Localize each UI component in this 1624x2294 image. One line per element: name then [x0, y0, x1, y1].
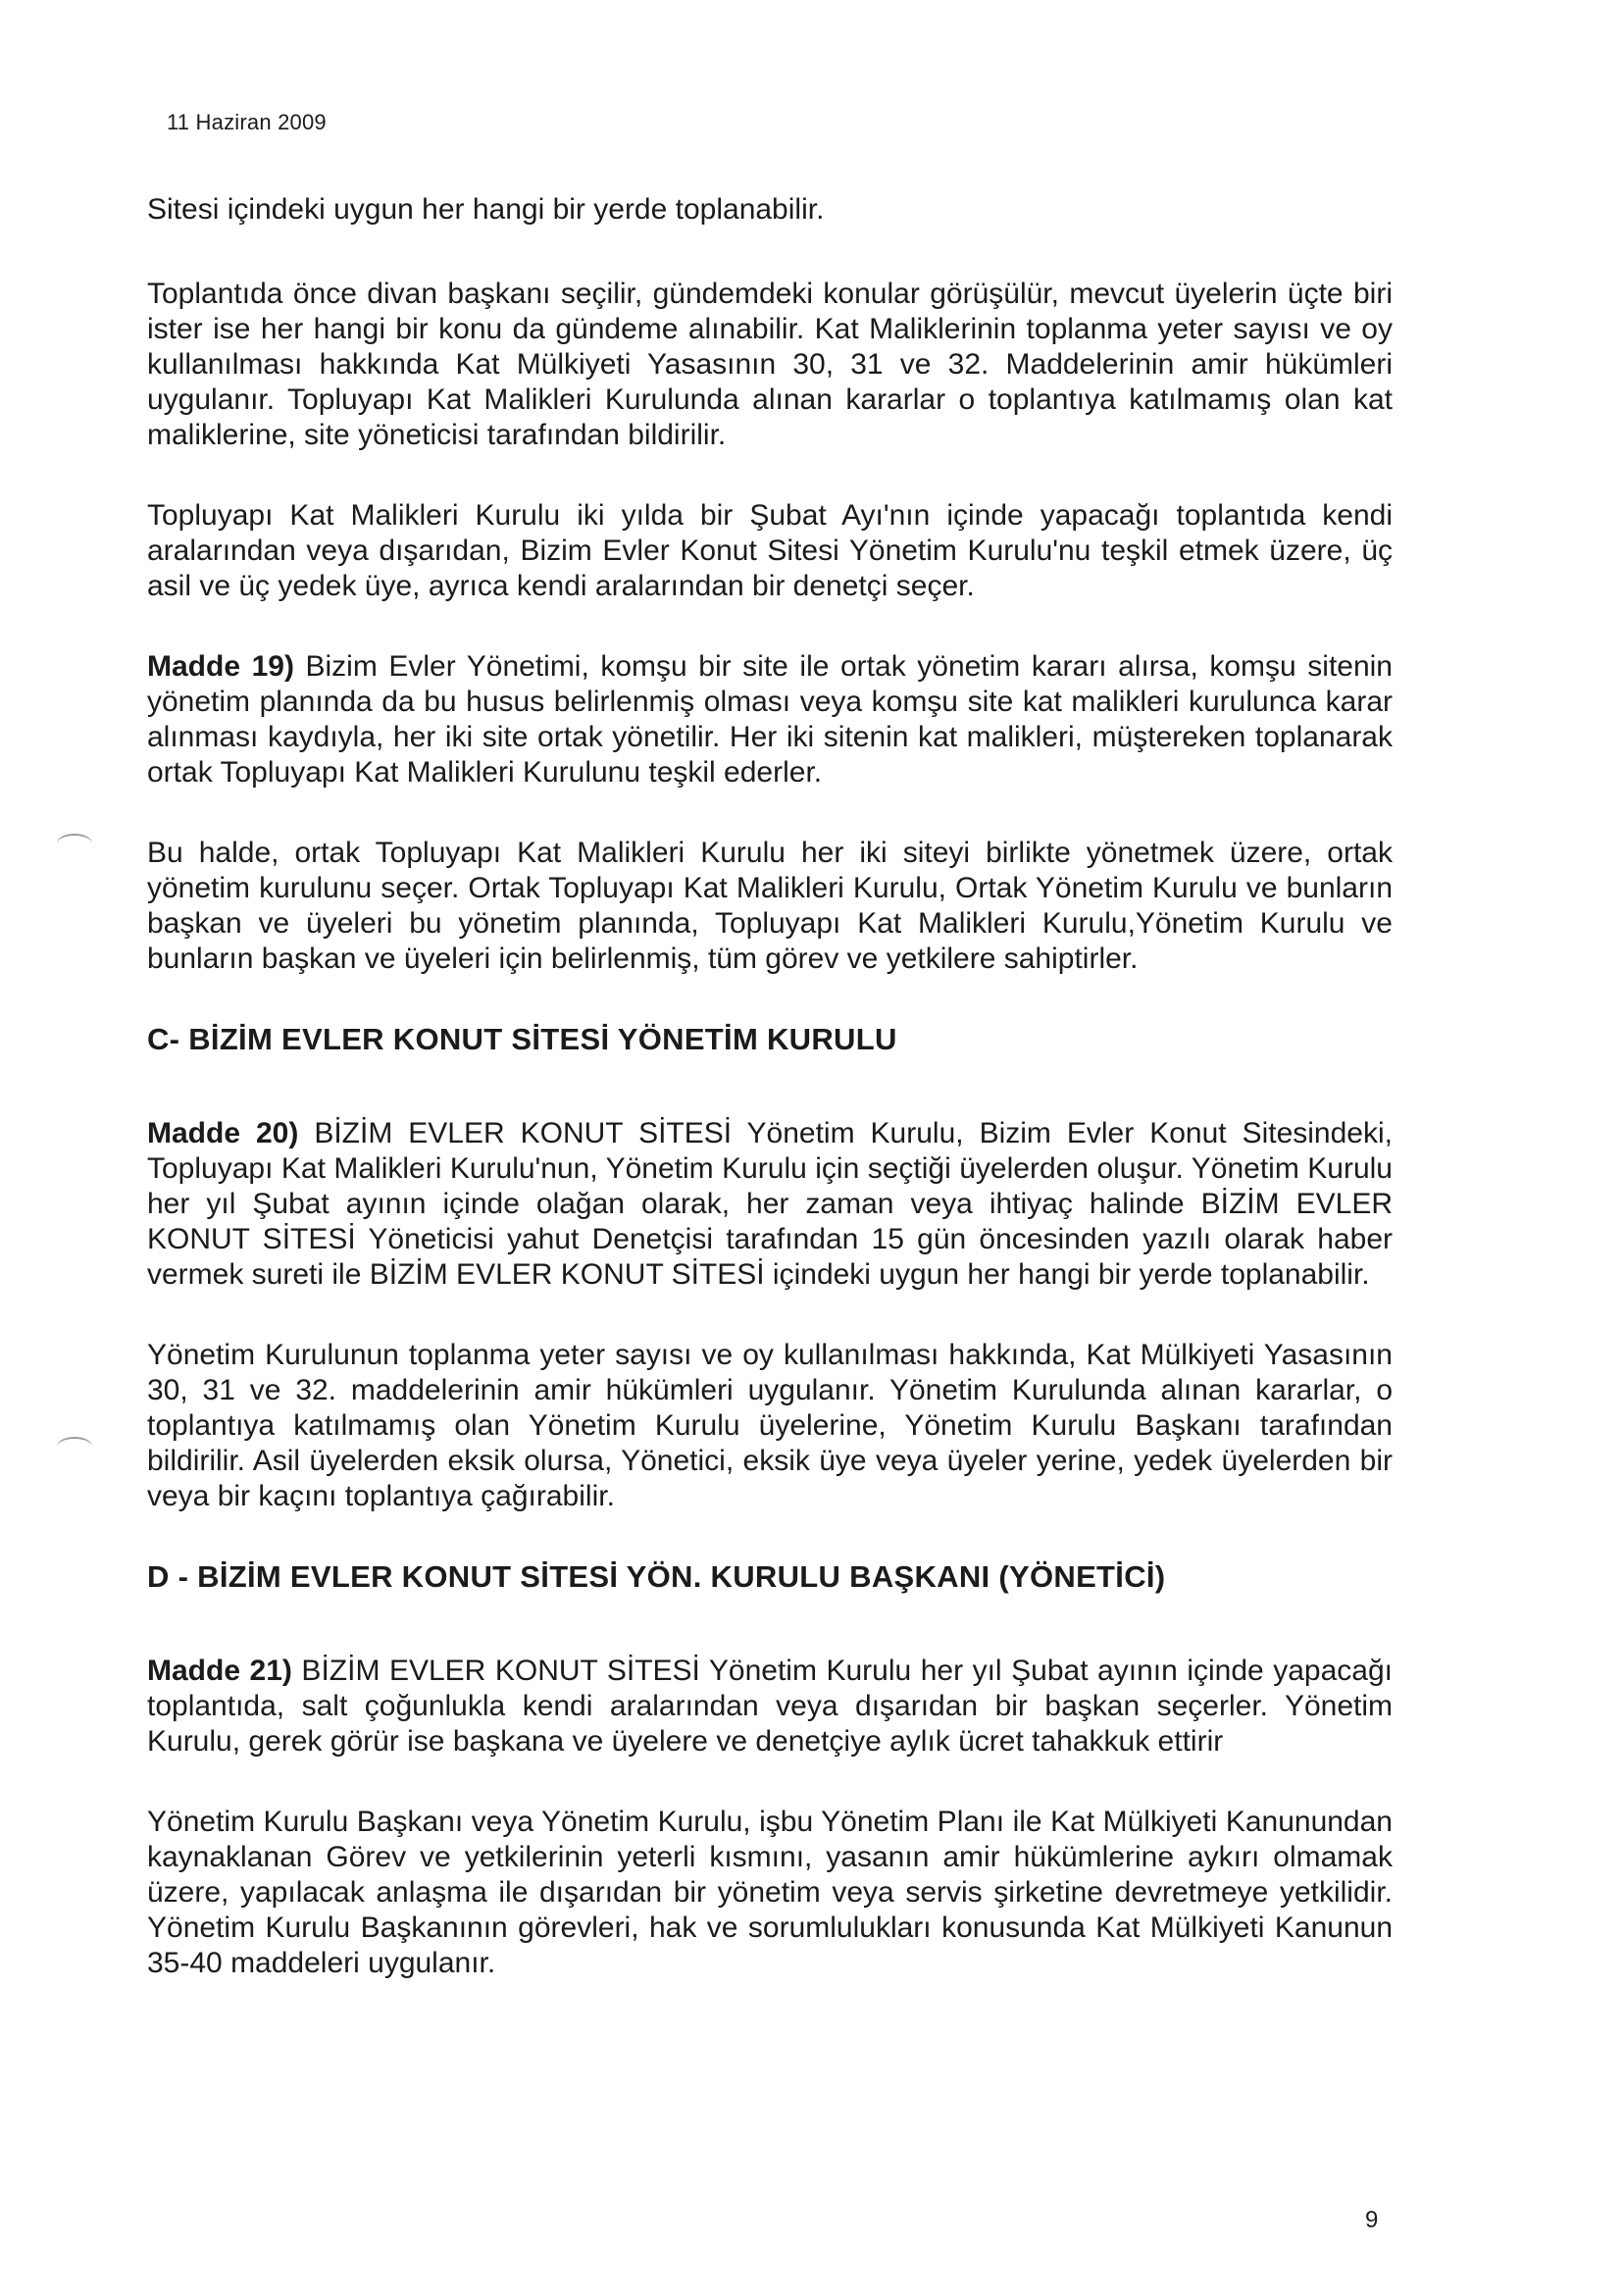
article-text: BİZİM EVLER KONUT SİTESİ Yönetim Kurulu her yıl Şubat ayının içinde yapacağı toplantıda, salt çoğunlukla kendi aralarından veya dışarıdan bir başkan seçerler. Yönetim Kurulu, gerek görür ise başkana ve üyelere ve denetçiye aylık ücret tahakkuk ettirir [147, 1655, 1393, 1758]
article-label: Madde 21) [147, 1655, 292, 1687]
paragraph: Bu halde, ortak Topluyapı Kat Malikleri Kurulu her iki siteyi birlikte yönetmek üzere, ortak yönetim kurulunu seçer. Ortak Topluyapı Kat Malikleri Kurulu, Ortak Yönetim Kurulu ve bunların başkan ve üyeleri bu yönetim planında, Topluyapı Kat Malikleri Kurulu,Yönetim Kurulu ve bunların başkan ve üyeleri için belirlenmiş, tüm görev ve yetkilere sahiptirler. [147, 837, 1393, 975]
paragraph: Yönetim Kurulunun toplanma yeter sayısı ve oy kullanılması hakkında, Kat Mülkiyeti Yasasının 30, 31 ve 32. maddelerinin amir hükümleri uygulanır. Yönetim Kurulunda alınan kararlar, o toplantıya katılmamış olan Yönetim Kurulu üyelerine, Yönetim Kurulu Başkanı tarafından bildirilir. Asil üyelerden eksik olursa, Yönetici, eksik üye veya üyeler yerine, yedek üyelerden bir veya bir kaçını toplantıya çağırabilir. [147, 1339, 1393, 1512]
paragraph: Sitesi içindeki uygun her hangi bir yerde toplanabilir. [147, 193, 825, 226]
paragraph: Yönetim Kurulu Başkanı veya Yönetim Kurulu, işbu Yönetim Planı ile Kat Mülkiyeti Kanunundan kaynaklanan Görev ve yetkilerinin yeterli kısmını, yasanın amir hükümlerine aykırı olmamak üzere, yapılacak anlaşma ile dışarıdan bir yönetim veya servis şirketine devretmeye yetkilidir. Yönetim Kurulu Başkanının görevleri, hak ve sorumlulukları konusunda Kat Mülkiyeti Kanunun 35-40 maddeleri uygulanır. [147, 1806, 1393, 1979]
article-label: Madde 19) [147, 650, 294, 683]
document-date: 11 Haziran 2009 [167, 110, 327, 134]
section-heading-d: D - BİZİM EVLER KONUT SİTESİ YÖN. KURULU BAŞKANI (YÖNETİCİ) [147, 1559, 1166, 1594]
section-heading-c: C- BİZİM EVLER KONUT SİTESİ YÖNETİM KURULU [147, 1022, 897, 1056]
article-19-paragraph [147, 649, 1393, 790]
article-21-paragraph [147, 1654, 1393, 1759]
paragraph: Topluyapı Kat Malikleri Kurulu iki yılda bir Şubat Ayı'nın içinde yapacağı toplantıda kendi aralarından veya dışarıdan, Bizim Evler Konut Sitesi Yönetim Kurulu'nu teşkil etmek üzere, üç asil ve üç yedek üye, ayrıca kendi aralarından bir denetçi seçer. [147, 499, 1393, 602]
paragraph: Toplantıda önce divan başkanı seçilir, gündemdeki konular görüşülür, mevcut üyelerin üçte biri ister ise her hangi bir konu da gündeme alınabilir. Kat Maliklerinin toplanma yeter sayısı ve oy kullanılması hakkında Kat Mülkiyeti Yasasının 30, 31 ve 32. Maddelerinin amir hükümleri uygulanır. Topluyapı Kat Malikleri Kurulunda alınan kararlar o toplantıya katılmamış olan kat maliklerine, site yöneticisi tarafından bildirilir. [147, 278, 1393, 451]
margin-mark [57, 1437, 92, 1456]
margin-mark [57, 834, 92, 853]
article-text: Bizim Evler Yönetimi, komşu bir site ile ortak yönetim kararı alırsa, komşu sitenin yönetim planında da bu husus belirlenmiş olması veya komşu site kat malikleri kurulunca karar alınması kaydıyla, her iki site ortak yönetilir. Her iki sitenin kat malikleri, müştereken toplanarak ortak Topluyapı Kat Malikleri Kurulunu teşkil ederler. [147, 650, 1393, 789]
document-body [147, 192, 1393, 2026]
article-text: BİZİM EVLER KONUT SİTESİ Yönetim Kurulu, Bizim Evler Konut Sitesindeki, Topluyapı Kat Malikleri Kurulu'nun, Yönetim Kurulu için seçtiği üyelerden oluşur. Yönetim Kurulu her yıl Şubat ayının içinde olağan olarak, her zaman veya ihtiyaç halinde BİZİM EVLER KONUT SİTESİ Yöneticisi yahut Denetçisi tarafından 15 gün öncesinden yazılı olarak haber vermek sureti ile BİZİM EVLER KONUT SİTESİ içindeki uygun her hangi bir yerde toplanabilir. [147, 1117, 1393, 1291]
article-label: Madde 20) [147, 1117, 299, 1149]
article-20-paragraph [147, 1116, 1393, 1293]
page-number: 9 [1365, 2207, 1379, 2233]
